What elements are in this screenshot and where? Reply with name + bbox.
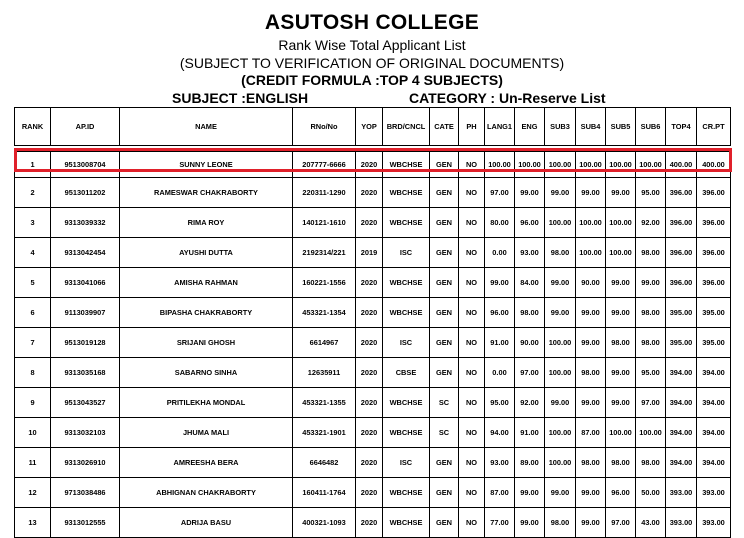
table-row	[15, 328, 731, 358]
cell-board: WBCHSE	[383, 268, 430, 298]
cell-yop: 2020	[356, 388, 383, 418]
cell-sub5: 99.00	[606, 178, 636, 208]
cell-crpt: 396.00	[697, 178, 731, 208]
cell-crpt: 394.00	[697, 448, 731, 478]
cell-ph: NO	[459, 418, 485, 448]
cell-yop: 2020	[356, 328, 383, 358]
cell-sub5: 99.00	[606, 268, 636, 298]
cell-apid: 9313039332	[51, 208, 120, 238]
cell-sub3: 99.00	[545, 478, 576, 508]
cell-sub6: 100.00	[636, 418, 666, 448]
cell-sub3: 100.00	[545, 448, 576, 478]
cell-eng: 96.00	[515, 208, 545, 238]
cell-ph: NO	[459, 478, 485, 508]
list-title: Rank Wise Total Applicant List	[278, 37, 466, 53]
cell-sub3: 100.00	[545, 418, 576, 448]
cell-yop: 2020	[356, 478, 383, 508]
cell-sub4: 99.00	[576, 178, 606, 208]
cell-top4: 395.00	[666, 298, 697, 328]
cell-cate: GEN	[430, 358, 459, 388]
column-header-apid: AP.ID	[51, 108, 120, 146]
table-row	[15, 268, 731, 298]
cell-name: ABHIGNAN CHAKRABORTY	[120, 478, 293, 508]
cell-rno: 453321-1901	[293, 418, 356, 448]
cell-yop: 2020	[356, 508, 383, 538]
cell-apid: 9313012555	[51, 508, 120, 538]
cell-name: RAMESWAR CHAKRABORTY	[120, 178, 293, 208]
cell-sub3: 100.00	[545, 328, 576, 358]
cell-sub3: 100.00	[545, 208, 576, 238]
cell-yop: 2020	[356, 178, 383, 208]
cell-top4: 396.00	[666, 208, 697, 238]
column-header-sub4: SUB4	[576, 108, 606, 146]
cell-sub6: 97.00	[636, 388, 666, 418]
cell-sub5: 100.00	[606, 418, 636, 448]
cell-name: AMISHA RAHMAN	[120, 268, 293, 298]
cell-apid: 9513008704	[51, 152, 120, 178]
cell-ph: NO	[459, 152, 485, 178]
cell-rno: 140121-1610	[293, 208, 356, 238]
table-row	[15, 152, 731, 178]
cell-crpt: 394.00	[697, 418, 731, 448]
cell-rno: 453321-1355	[293, 388, 356, 418]
cell-cate: GEN	[430, 208, 459, 238]
cell-sub3: 99.00	[545, 388, 576, 418]
cell-sub4: 100.00	[576, 152, 606, 178]
column-header-board: BRD/CNCL	[383, 108, 430, 146]
cell-board: WBCHSE	[383, 178, 430, 208]
cell-cate: GEN	[430, 152, 459, 178]
table-row	[15, 508, 731, 538]
cell-apid: 9713038486	[51, 478, 120, 508]
cell-cate: GEN	[430, 238, 459, 268]
cell-rank: 8	[15, 358, 51, 388]
cell-yop: 2020	[356, 152, 383, 178]
cell-rno: 6614967	[293, 328, 356, 358]
cell-yop: 2020	[356, 448, 383, 478]
cell-crpt: 393.00	[697, 478, 731, 508]
cell-sub5: 100.00	[606, 238, 636, 268]
cell-top4: 395.00	[666, 328, 697, 358]
cell-rank: 4	[15, 238, 51, 268]
cell-apid: 9513019128	[51, 328, 120, 358]
cell-crpt: 395.00	[697, 298, 731, 328]
cell-sub4: 99.00	[576, 478, 606, 508]
cell-sub3: 99.00	[545, 298, 576, 328]
cell-apid: 9313035168	[51, 358, 120, 388]
column-header-top4: TOP4	[666, 108, 697, 146]
cell-rank: 1	[15, 152, 51, 178]
college-title: ASUTOSH COLLEGE	[264, 11, 480, 34]
cell-ph: NO	[459, 508, 485, 538]
table-row	[15, 448, 731, 478]
cell-top4: 393.00	[666, 478, 697, 508]
cell-ph: NO	[459, 178, 485, 208]
subject-label: SUBJECT :ENGLISH	[172, 90, 309, 106]
cell-eng: 98.00	[515, 298, 545, 328]
cell-eng: 92.00	[515, 388, 545, 418]
cell-sub6: 100.00	[636, 152, 666, 178]
cell-board: WBCHSE	[383, 298, 430, 328]
cell-eng: 99.00	[515, 508, 545, 538]
cell-sub5: 100.00	[606, 152, 636, 178]
table-header-row	[15, 108, 731, 146]
cell-sub3: 98.00	[545, 508, 576, 538]
cell-lang1: 96.00	[485, 298, 515, 328]
cell-yop: 2020	[356, 358, 383, 388]
column-header-sub5: SUB5	[606, 108, 636, 146]
cell-sub4: 100.00	[576, 238, 606, 268]
cell-cate: GEN	[430, 178, 459, 208]
cell-name: BIPASHA CHAKRABORTY	[120, 298, 293, 328]
cell-sub5: 100.00	[606, 208, 636, 238]
cell-ph: NO	[459, 238, 485, 268]
cell-rank: 11	[15, 448, 51, 478]
column-header-lang1: LANG1	[485, 108, 515, 146]
cell-eng: 90.00	[515, 328, 545, 358]
cell-lang1: 0.00	[485, 358, 515, 388]
cell-board: WBCHSE	[383, 478, 430, 508]
cell-board: WBCHSE	[383, 208, 430, 238]
cell-cate: GEN	[430, 448, 459, 478]
cell-cate: GEN	[430, 478, 459, 508]
cell-sub4: 99.00	[576, 298, 606, 328]
cell-name: PRITILEKHA MONDAL	[120, 388, 293, 418]
credit-formula: (CREDIT FORMULA :TOP 4 SUBJECTS)	[241, 72, 503, 88]
cell-sub5: 99.00	[606, 298, 636, 328]
column-header-yop: YOP	[356, 108, 383, 146]
cell-top4: 396.00	[666, 268, 697, 298]
cell-name: SABARNO SINHA	[120, 358, 293, 388]
cell-sub4: 99.00	[576, 388, 606, 418]
cell-eng: 84.00	[515, 268, 545, 298]
cell-apid: 9313026910	[51, 448, 120, 478]
cell-name: RIMA ROY	[120, 208, 293, 238]
table-row	[15, 388, 731, 418]
cell-name: SUNNY LEONE	[120, 152, 293, 178]
cell-eng: 99.00	[515, 178, 545, 208]
cell-lang1: 80.00	[485, 208, 515, 238]
cell-crpt: 393.00	[697, 508, 731, 538]
cell-crpt: 396.00	[697, 208, 731, 238]
cell-rno: 2192314/221	[293, 238, 356, 268]
cell-lang1: 100.00	[485, 152, 515, 178]
cell-rno: 400321-1093	[293, 508, 356, 538]
cell-sub5: 96.00	[606, 478, 636, 508]
cell-crpt: 394.00	[697, 388, 731, 418]
cell-yop: 2019	[356, 238, 383, 268]
cell-top4: 394.00	[666, 388, 697, 418]
cell-sub3: 100.00	[545, 152, 576, 178]
cell-rno: 160411-1764	[293, 478, 356, 508]
cell-lang1: 91.00	[485, 328, 515, 358]
cell-sub3: 99.00	[545, 268, 576, 298]
cell-yop: 2020	[356, 208, 383, 238]
cell-sub6: 92.00	[636, 208, 666, 238]
cell-board: WBCHSE	[383, 152, 430, 178]
cell-top4: 396.00	[666, 178, 697, 208]
cell-rno: 207777-6666	[293, 152, 356, 178]
cell-yop: 2020	[356, 298, 383, 328]
cell-top4: 394.00	[666, 418, 697, 448]
cell-sub6: 43.00	[636, 508, 666, 538]
cell-rno: 12635911	[293, 358, 356, 388]
cell-sub4: 90.00	[576, 268, 606, 298]
cell-sub5: 99.00	[606, 358, 636, 388]
cell-eng: 99.00	[515, 478, 545, 508]
cell-board: WBCHSE	[383, 508, 430, 538]
table-row	[15, 298, 731, 328]
table-row	[15, 238, 731, 268]
cell-sub4: 100.00	[576, 208, 606, 238]
cell-eng: 89.00	[515, 448, 545, 478]
cell-rno: 160221-1556	[293, 268, 356, 298]
cell-eng: 100.00	[515, 152, 545, 178]
table-row	[15, 178, 731, 208]
column-header-name: NAME	[120, 108, 293, 146]
cell-ph: NO	[459, 268, 485, 298]
cell-ph: NO	[459, 328, 485, 358]
cell-crpt: 400.00	[697, 152, 731, 178]
cell-apid: 9313041066	[51, 268, 120, 298]
cell-yop: 2020	[356, 418, 383, 448]
cell-top4: 394.00	[666, 358, 697, 388]
table-row	[15, 418, 731, 448]
cell-top4: 394.00	[666, 448, 697, 478]
table-row	[15, 358, 731, 388]
column-header-ph: PH	[459, 108, 485, 146]
cell-cate: SC	[430, 388, 459, 418]
cell-sub6: 95.00	[636, 178, 666, 208]
cell-apid: 9113039907	[51, 298, 120, 328]
cell-apid: 9513043527	[51, 388, 120, 418]
cell-ph: NO	[459, 388, 485, 418]
cell-name: JHUMA MALI	[120, 418, 293, 448]
cell-rank: 2	[15, 178, 51, 208]
cell-sub4: 98.00	[576, 448, 606, 478]
cell-ph: NO	[459, 298, 485, 328]
applicant-table	[14, 107, 731, 538]
cell-sub4: 87.00	[576, 418, 606, 448]
cell-sub3: 98.00	[545, 238, 576, 268]
cell-board: WBCHSE	[383, 418, 430, 448]
cell-cate: GEN	[430, 328, 459, 358]
cell-rank: 6	[15, 298, 51, 328]
cell-rank: 5	[15, 268, 51, 298]
cell-sub6: 98.00	[636, 328, 666, 358]
cell-crpt: 396.00	[697, 238, 731, 268]
cell-name: AYUSHI DUTTA	[120, 238, 293, 268]
column-header-cate: CATE	[430, 108, 459, 146]
cell-sub6: 98.00	[636, 238, 666, 268]
cell-sub5: 98.00	[606, 328, 636, 358]
cell-lang1: 94.00	[485, 418, 515, 448]
column-header-sub6: SUB6	[636, 108, 666, 146]
cell-eng: 93.00	[515, 238, 545, 268]
column-header-rank: RANK	[15, 108, 51, 146]
cell-sub4: 98.00	[576, 358, 606, 388]
cell-board: ISC	[383, 328, 430, 358]
cell-ph: NO	[459, 448, 485, 478]
cell-lang1: 93.00	[485, 448, 515, 478]
column-header-sub3: SUB3	[545, 108, 576, 146]
column-header-crpt: CR.PT	[697, 108, 731, 146]
column-header-rno: RNo/No	[293, 108, 356, 146]
cell-lang1: 97.00	[485, 178, 515, 208]
cell-crpt: 394.00	[697, 358, 731, 388]
category-label: CATEGORY : Un-Reserve List	[409, 90, 606, 106]
cell-name: ADRIJA BASU	[120, 508, 293, 538]
cell-rno: 6646482	[293, 448, 356, 478]
cell-sub6: 99.00	[636, 268, 666, 298]
cell-rank: 12	[15, 478, 51, 508]
cell-apid: 9513011202	[51, 178, 120, 208]
verification-note: (SUBJECT TO VERIFICATION OF ORIGINAL DOCUMENTS)	[179, 55, 565, 71]
cell-top4: 396.00	[666, 238, 697, 268]
cell-lang1: 95.00	[485, 388, 515, 418]
cell-sub6: 98.00	[636, 448, 666, 478]
cell-rno: 220311-1290	[293, 178, 356, 208]
cell-cate: SC	[430, 418, 459, 448]
cell-board: WBCHSE	[383, 388, 430, 418]
cell-eng: 91.00	[515, 418, 545, 448]
cell-sub4: 99.00	[576, 328, 606, 358]
cell-sub5: 97.00	[606, 508, 636, 538]
cell-sub3: 99.00	[545, 178, 576, 208]
cell-sub4: 99.00	[576, 508, 606, 538]
cell-lang1: 0.00	[485, 238, 515, 268]
cell-cate: GEN	[430, 268, 459, 298]
cell-board: ISC	[383, 238, 430, 268]
cell-sub5: 99.00	[606, 388, 636, 418]
cell-name: SRIJANI GHOSH	[120, 328, 293, 358]
cell-rank: 3	[15, 208, 51, 238]
table-row	[15, 208, 731, 238]
cell-crpt: 395.00	[697, 328, 731, 358]
cell-yop: 2020	[356, 268, 383, 298]
cell-ph: NO	[459, 208, 485, 238]
cell-rank: 9	[15, 388, 51, 418]
cell-rank: 7	[15, 328, 51, 358]
cell-board: CBSE	[383, 358, 430, 388]
cell-apid: 9313032103	[51, 418, 120, 448]
cell-rank: 13	[15, 508, 51, 538]
cell-board: ISC	[383, 448, 430, 478]
cell-ph: NO	[459, 358, 485, 388]
cell-lang1: 99.00	[485, 268, 515, 298]
cell-sub6: 95.00	[636, 358, 666, 388]
cell-apid: 9313042454	[51, 238, 120, 268]
cell-lang1: 77.00	[485, 508, 515, 538]
cell-name: AMREESHA BERA	[120, 448, 293, 478]
cell-eng: 97.00	[515, 358, 545, 388]
cell-sub6: 98.00	[636, 298, 666, 328]
cell-cate: GEN	[430, 298, 459, 328]
cell-cate: GEN	[430, 508, 459, 538]
cell-lang1: 87.00	[485, 478, 515, 508]
cell-rank: 10	[15, 418, 51, 448]
cell-top4: 393.00	[666, 508, 697, 538]
cell-crpt: 396.00	[697, 268, 731, 298]
table-row	[15, 478, 731, 508]
cell-top4: 400.00	[666, 152, 697, 178]
column-header-eng: ENG	[515, 108, 545, 146]
cell-rno: 453321-1354	[293, 298, 356, 328]
cell-sub3: 100.00	[545, 358, 576, 388]
cell-sub5: 98.00	[606, 448, 636, 478]
cell-sub6: 50.00	[636, 478, 666, 508]
